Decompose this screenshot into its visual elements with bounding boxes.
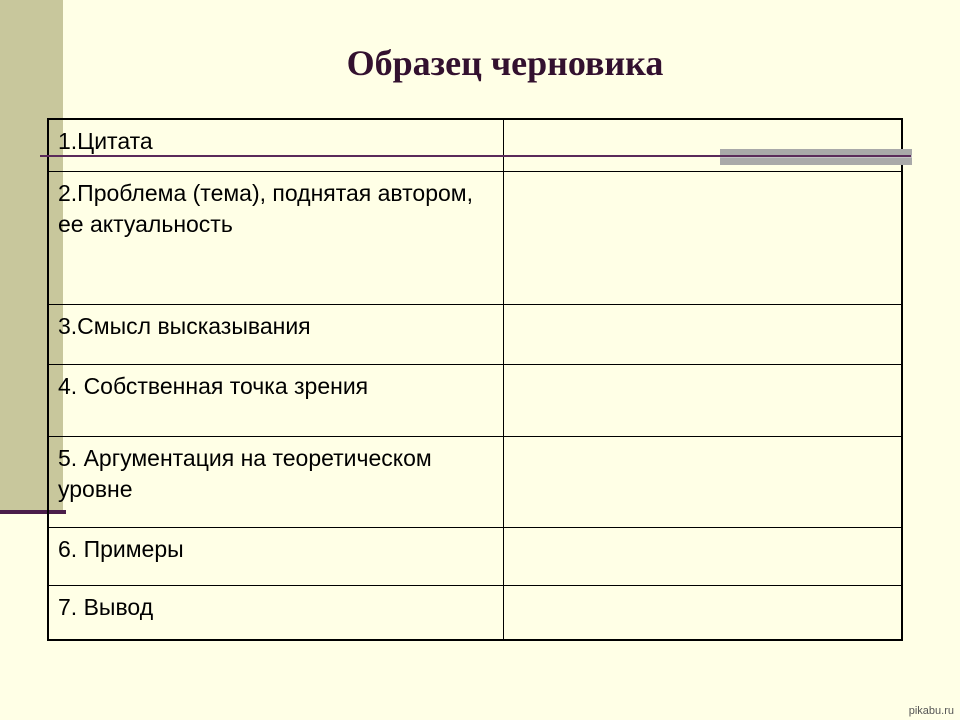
- answer-cell: [503, 364, 902, 436]
- table-row: [48, 527, 902, 585]
- answer-cell: [503, 585, 902, 640]
- answer-cell: [503, 304, 902, 364]
- row-label: 1.Цитата: [48, 119, 503, 171]
- answer-cell: [503, 527, 902, 585]
- table-row: [48, 585, 902, 640]
- table-row: [48, 364, 902, 436]
- row-label: 2.Проблема (тема), поднятая автором, ее актуальность: [48, 171, 503, 304]
- row-label: 5. Аргументация на теоретическом уровне: [48, 436, 503, 527]
- answer-cell: [503, 436, 902, 527]
- answer-cell: [503, 171, 902, 304]
- table-row: [48, 171, 902, 304]
- watermark: pikabu.ru: [908, 705, 954, 717]
- draft-table: [47, 118, 903, 641]
- accent-line: [40, 155, 911, 157]
- table-row: [48, 304, 902, 364]
- row-label: 3.Смысл высказывания: [48, 304, 503, 364]
- slide-title: Образец черновика: [346, 43, 664, 83]
- table-row: [48, 436, 902, 527]
- row-label: 4. Собственная точка зрения: [48, 364, 503, 436]
- row-label: 6. Примеры: [48, 527, 503, 585]
- row-label: 7. Вывод: [48, 585, 503, 640]
